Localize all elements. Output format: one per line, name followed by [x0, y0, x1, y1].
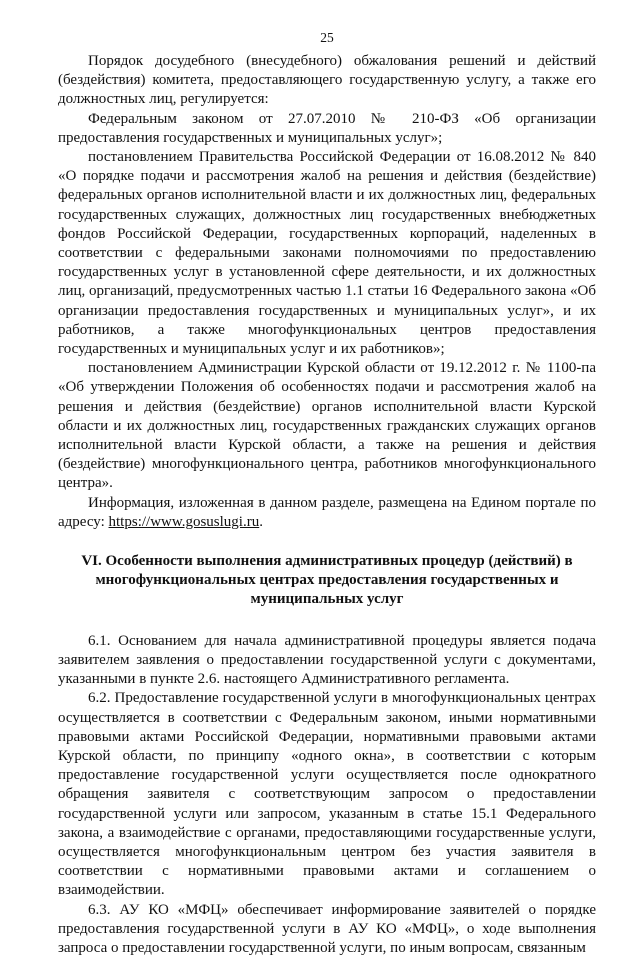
paragraph-kursk-decree-1100: постановлением Администрации Курской области от 19.12.2012 г. № 1100-па «Об утверждении Положения об особенностях подачи и рассмотрения жалоб на решения и действия (бездействие) органов исполнительной власти Курской области и их должностных лиц, государственных гражданских служащих органов исполнительной власти Курской области, а также на решения и действия (бездействие) многофункционального центра, работников многофункционального центра».: [58, 360, 596, 492]
paragraph-6-1: 6.1. Основанием для начала административной процедуры является подача заявителем заявления о предоставлении государственной услуги с документами, указанными в пункте 2.6. настоящего Административного регламента.: [58, 632, 596, 688]
section-heading: VI. Особенности выполнения административных процедур (действий) в многофункциональных центрах предоставления государственных и муниципальных услуг: [81, 553, 573, 608]
paragraph-6-3: 6.3. АУ КО «МФЦ» обеспечивает информирование заявителей о порядке предоставления государственной услуги в АУ КО «МФЦ», о ходе выполнения запроса о предоставлении государственной услуги, по иным вопросам, связанным: [58, 901, 596, 956]
gosuslugi-link[interactable]: https://www.gosuslugi.ru: [108, 513, 260, 530]
paragraph-6-2: 6.2. Предоставление государственной услуги в многофункциональных центрах осуществляется в соответствии с Федеральным законом, иными нормативными правовыми актами Российской Федерации, нормативными правовыми актами Курской области, по принципу «одного окна», в соответствии с которым предоставление государственной услуги осуществляется после однократного обращения заявителя с соответствующим запросом о предоставлении государственной услуги или запросом, указанным в статье 15.1 Федерального закона, а взаимодействие с органами, предоставляющими государственные услуги, осуществляется многофункциональным центром без участия заявителя в соответствии с нормативными правовыми актами и соглашением о взаимодействии.: [58, 690, 596, 899]
paragraph-appeal-procedure: Порядок досудебного (внесудебного) обжалования решений и действий (бездействия) комитета, предоставляющего государственную услугу, а также его должностных лиц, регулируется:: [58, 53, 596, 108]
portal-info-end: .: [259, 513, 263, 530]
paragraph-government-decree-840: постановлением Правительства Российской Федерации от 16.08.2012 № 840 «О порядке подачи и рассмотрения жалоб на решения и действия (бездействие) федеральных органов исполнительной власти и их должностных лиц, федеральных государственных служащих, должностных лиц государственных внебюджетных фондов Российской Федерации, государственных корпораций, наделенных в соответствии с федеральными законами полномочиями по предоставлению государственных услуг в установленной сфере деятельности, и их должностных лиц, организаций, предусмотренных частью 1.1 статьи 16 Федерального закона «Об организации предоставления государственных и муниципальных услуг», и их работников, а также многофункциональных центров предоставления государственных и муниципальных услуг и их работников»;: [58, 149, 597, 358]
portal-info-text: Информация, изложенная в данном разделе, размещена на Едином портале по адресу:: [58, 494, 596, 530]
paragraph-federal-law-210: Федеральным законом от 27.07.2010 № 210-ФЗ «Об организации предоставления государственных и муниципальных услуг»;: [58, 110, 596, 146]
paragraph-portal-info: [58, 494, 596, 532]
page-number: 25: [320, 30, 334, 45]
